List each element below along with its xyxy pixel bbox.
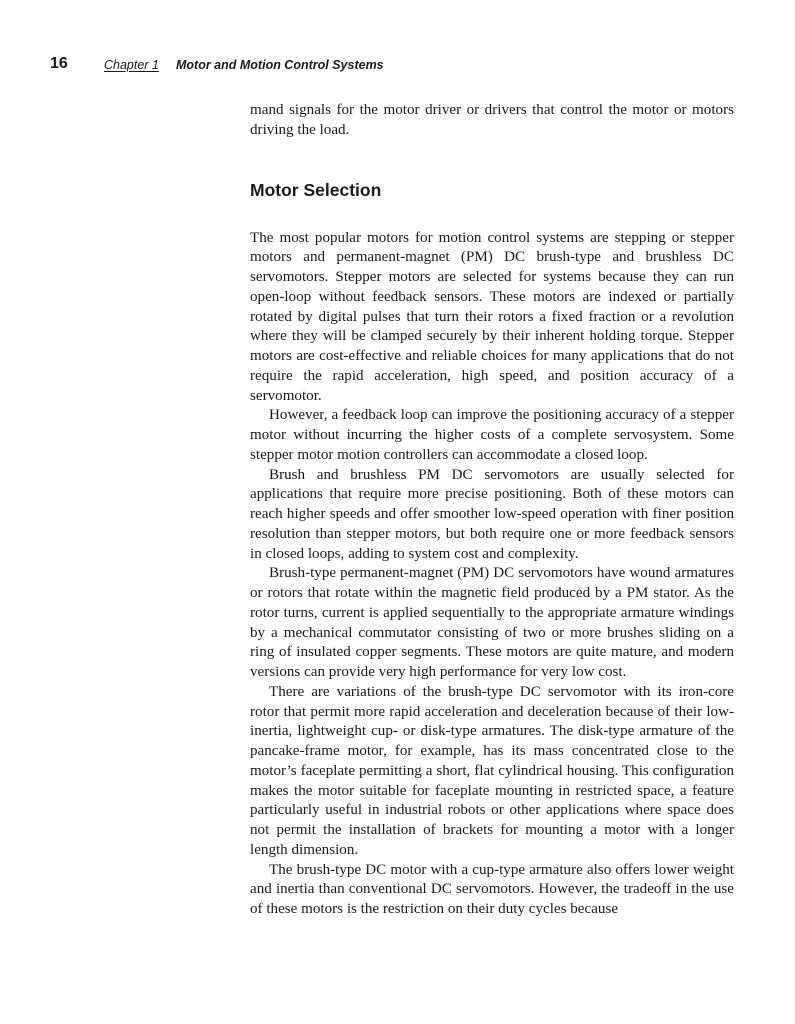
- paragraph: Brush and brushless PM DC servomotors are usually selected for applications that require more precise positioning. Both of these motors can reach higher speeds and offer smoother low-speed operation with finer position resolution than stepper motors, but both require one or more feedback sensors in closed loops, adding to system cost and complexity.: [250, 466, 734, 562]
- page-number: 16: [50, 55, 68, 72]
- paragraph: The brush-type DC motor with a cup-type armature also offers lower weight and inertia than conventional DC servomotors. However, the tradeoff in the use of these motors is the restriction on their duty cycles because: [250, 861, 734, 917]
- chapter-label: Chapter 1: [104, 58, 159, 72]
- intro-paragraph: mand signals for the motor driver or drivers that control the motor or motors driving the load.: [250, 102, 734, 138]
- running-header: [0, 54, 795, 76]
- page-body: [250, 101, 734, 920]
- paragraph: There are variations of the brush-type DC servomotor with its iron-core rotor that permit more rapid acceleration and deceleration because of their low-inertia, lightweight cup- or disk-type armatures. The disk-type armature of the pancake-frame motor, for example, has its mass concentrated close to the motor’s faceplate permitting a short, flat cylindrical housing. This configuration makes the motor suitable for faceplate mounting in restricted space, a feature particularly useful in industrial robots or other applications where space does not permit the installation of brackets for mounting a motor with a longer length dimension.: [250, 683, 734, 858]
- paragraph: The most popular motors for motion control systems are stepping or stepper motors and permanent-magnet (PM) DC brush-type and brushless DC servomotors. Stepper motors are selected for systems because they can run open-loop without feedback sensors. These motors are indexed or partially rotated by digital pulses that turn their rotors a fixed fraction or a revolution where they will be clamped securely by their inherent holding torque. Stepper motors are cost-effective and reliable choices for many applications that do not require the rapid acceleration, high speed, and position accuracy of a servomotor.: [250, 229, 734, 404]
- paragraph: Brush-type permanent-magnet (PM) DC servomotors have wound armatures or rotors that rotate within the magnetic field produced by a PM stator. As the rotor turns, current is applied sequentially to the appropriate armature windings by a mechanical commutator consisting of two or more brushes sliding on a ring of insulated copper segments. These motors are quite mature, and modern versions can provide very high performance for very low cost.: [250, 565, 734, 680]
- paragraph: However, a feedback loop can improve the positioning accuracy of a stepper motor without incurring the higher costs of a complete servosystem. Some stepper motor motion controllers can accommodate a closed loop.: [250, 407, 734, 463]
- chapter-title: Motor and Motion Control Systems: [176, 58, 384, 72]
- section-heading: Motor Selection: [250, 179, 382, 200]
